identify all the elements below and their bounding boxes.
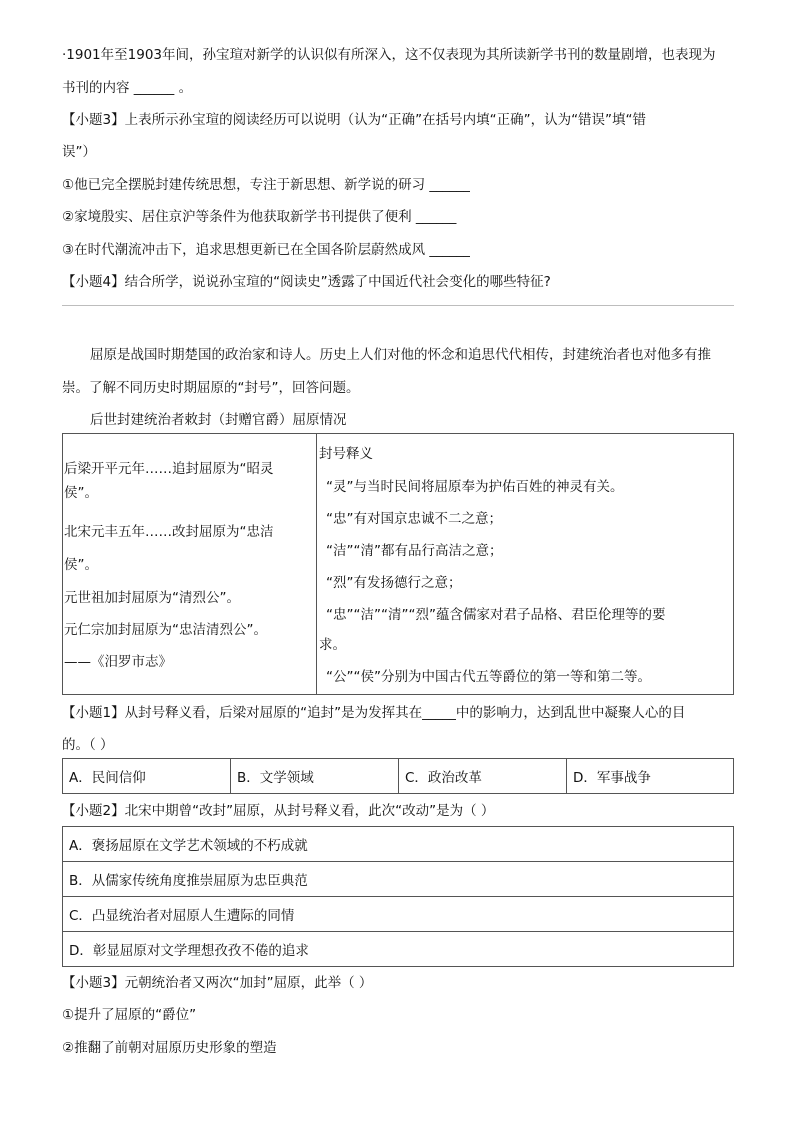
option-c[interactable]: C．凸显统治者对屈原人生遭际的同情 [63,897,734,932]
option-a[interactable]: A．民间信仰 [63,759,231,794]
question-stem: 【小题3】元朝统治者又两次“加封”屈原，此举（ ） [62,975,373,991]
table-text: 元世祖加封屈原为“清烈公”。 [64,590,240,606]
table-text: “灵”与当时民间将屈原奉为护佑百姓的神灵有关。 [326,479,624,495]
title-table [62,433,734,695]
text-line: 的。（ ） [62,737,114,753]
text-line: 误”） [62,144,96,160]
question-stem: 【小题2】北宋中期曾“改封”屈原，从封号释义看，此次“改动”是为（ ） [62,803,495,819]
option-b[interactable]: B．从儒家传统角度推崇屈原为忠臣典范 [63,862,734,897]
table-text: 元仁宗加封屈原为“忠洁清烈公”。 [64,622,267,638]
text-line: 书刊的内容 ______ 。 [62,80,193,96]
option-d[interactable]: D．军事战争 [567,759,734,794]
table-caption: 后世封建统治者敕封（封赠官爵）屈原情况 [90,412,347,428]
statement-item: ①提升了屈原的“爵位” [62,1007,197,1023]
table-right-cell [317,434,734,695]
table-text: 北宋元丰五年……改封屈原为“忠洁 [64,524,274,540]
judgement-item: ③在时代潮流冲击下，追求思想更新已在全国各阶层蔚然成风 ______ [62,242,470,258]
passage-text: 屈原是战国时期楚国的政治家和诗人。历史上人们对他的怀念和追思代代相传，封建统治者也对他多有推 [90,347,711,363]
q1-options [62,758,734,794]
option-d[interactable]: D．彰显屈原对文学理想孜孜不倦的追求 [63,932,734,967]
statement-item: ②推翻了前朝对屈原历史形象的塑造 [62,1040,277,1056]
option-c[interactable]: C．政治改革 [399,759,567,794]
section-divider [62,305,734,306]
table-text: 侯”。 [64,485,98,501]
table-left-cell [63,434,317,695]
question-stem: 【小题1】从封号释义看，后梁对屈原的“追封”是为发挥其在_____中的影响力，达到乱世中凝聚人心的目 [62,705,686,721]
question-stem: 【小题3】上表所示孙宝瑄的阅读经历可以说明（认为“正确”在括号内填“正确”，认为“错误”填“错 [62,112,647,128]
table-source: ——《汨罗市志》 [64,654,172,670]
option-a[interactable]: A．褒扬屈原在文学艺术领域的不朽成就 [63,827,734,862]
option-b[interactable]: B．文学领域 [231,759,399,794]
judgement-item: ②家境殷实、居住京沪等条件为他获取新学书刊提供了便利 ______ [62,209,457,225]
table-heading: 封号释义 [319,446,373,462]
q2-options [62,826,734,967]
table-text: “烈”有发扬德行之意； [326,575,462,591]
table-text: “忠”“洁”“清”“烈”蕴含儒家对君子品格、君臣伦理等的要 [326,607,666,623]
passage-text: 崇。了解不同历史时期屈原的“封号”，回答问题。 [62,380,360,396]
question-stem: 【小题4】结合所学，说说孙宝瑄的“阅读史”透露了中国近代社会变化的哪些特征? [62,274,551,290]
table-text: “忠”有对国京忠诚不二之意； [326,511,502,527]
table-text: 侯”。 [64,557,98,573]
table-text: “公”“侯”分别为中国古代五等爵位的第一等和第二等。 [326,669,651,685]
table-text: “洁”“清”都有品行高洁之意； [326,543,503,559]
judgement-item: ①他已完全摆脱封建传统思想，专注于新思想、新学说的研习 ______ [62,177,470,193]
text-line: ·1901年至1903年间，孙宝瑄对新学的认识似有所深入，这不仅表现为其所读新学书刊的数量剧增，也表现为 [62,47,716,63]
table-text: 求。 [319,637,346,653]
table-text: 后梁开平元年……追封屈原为“昭灵 [64,461,274,477]
